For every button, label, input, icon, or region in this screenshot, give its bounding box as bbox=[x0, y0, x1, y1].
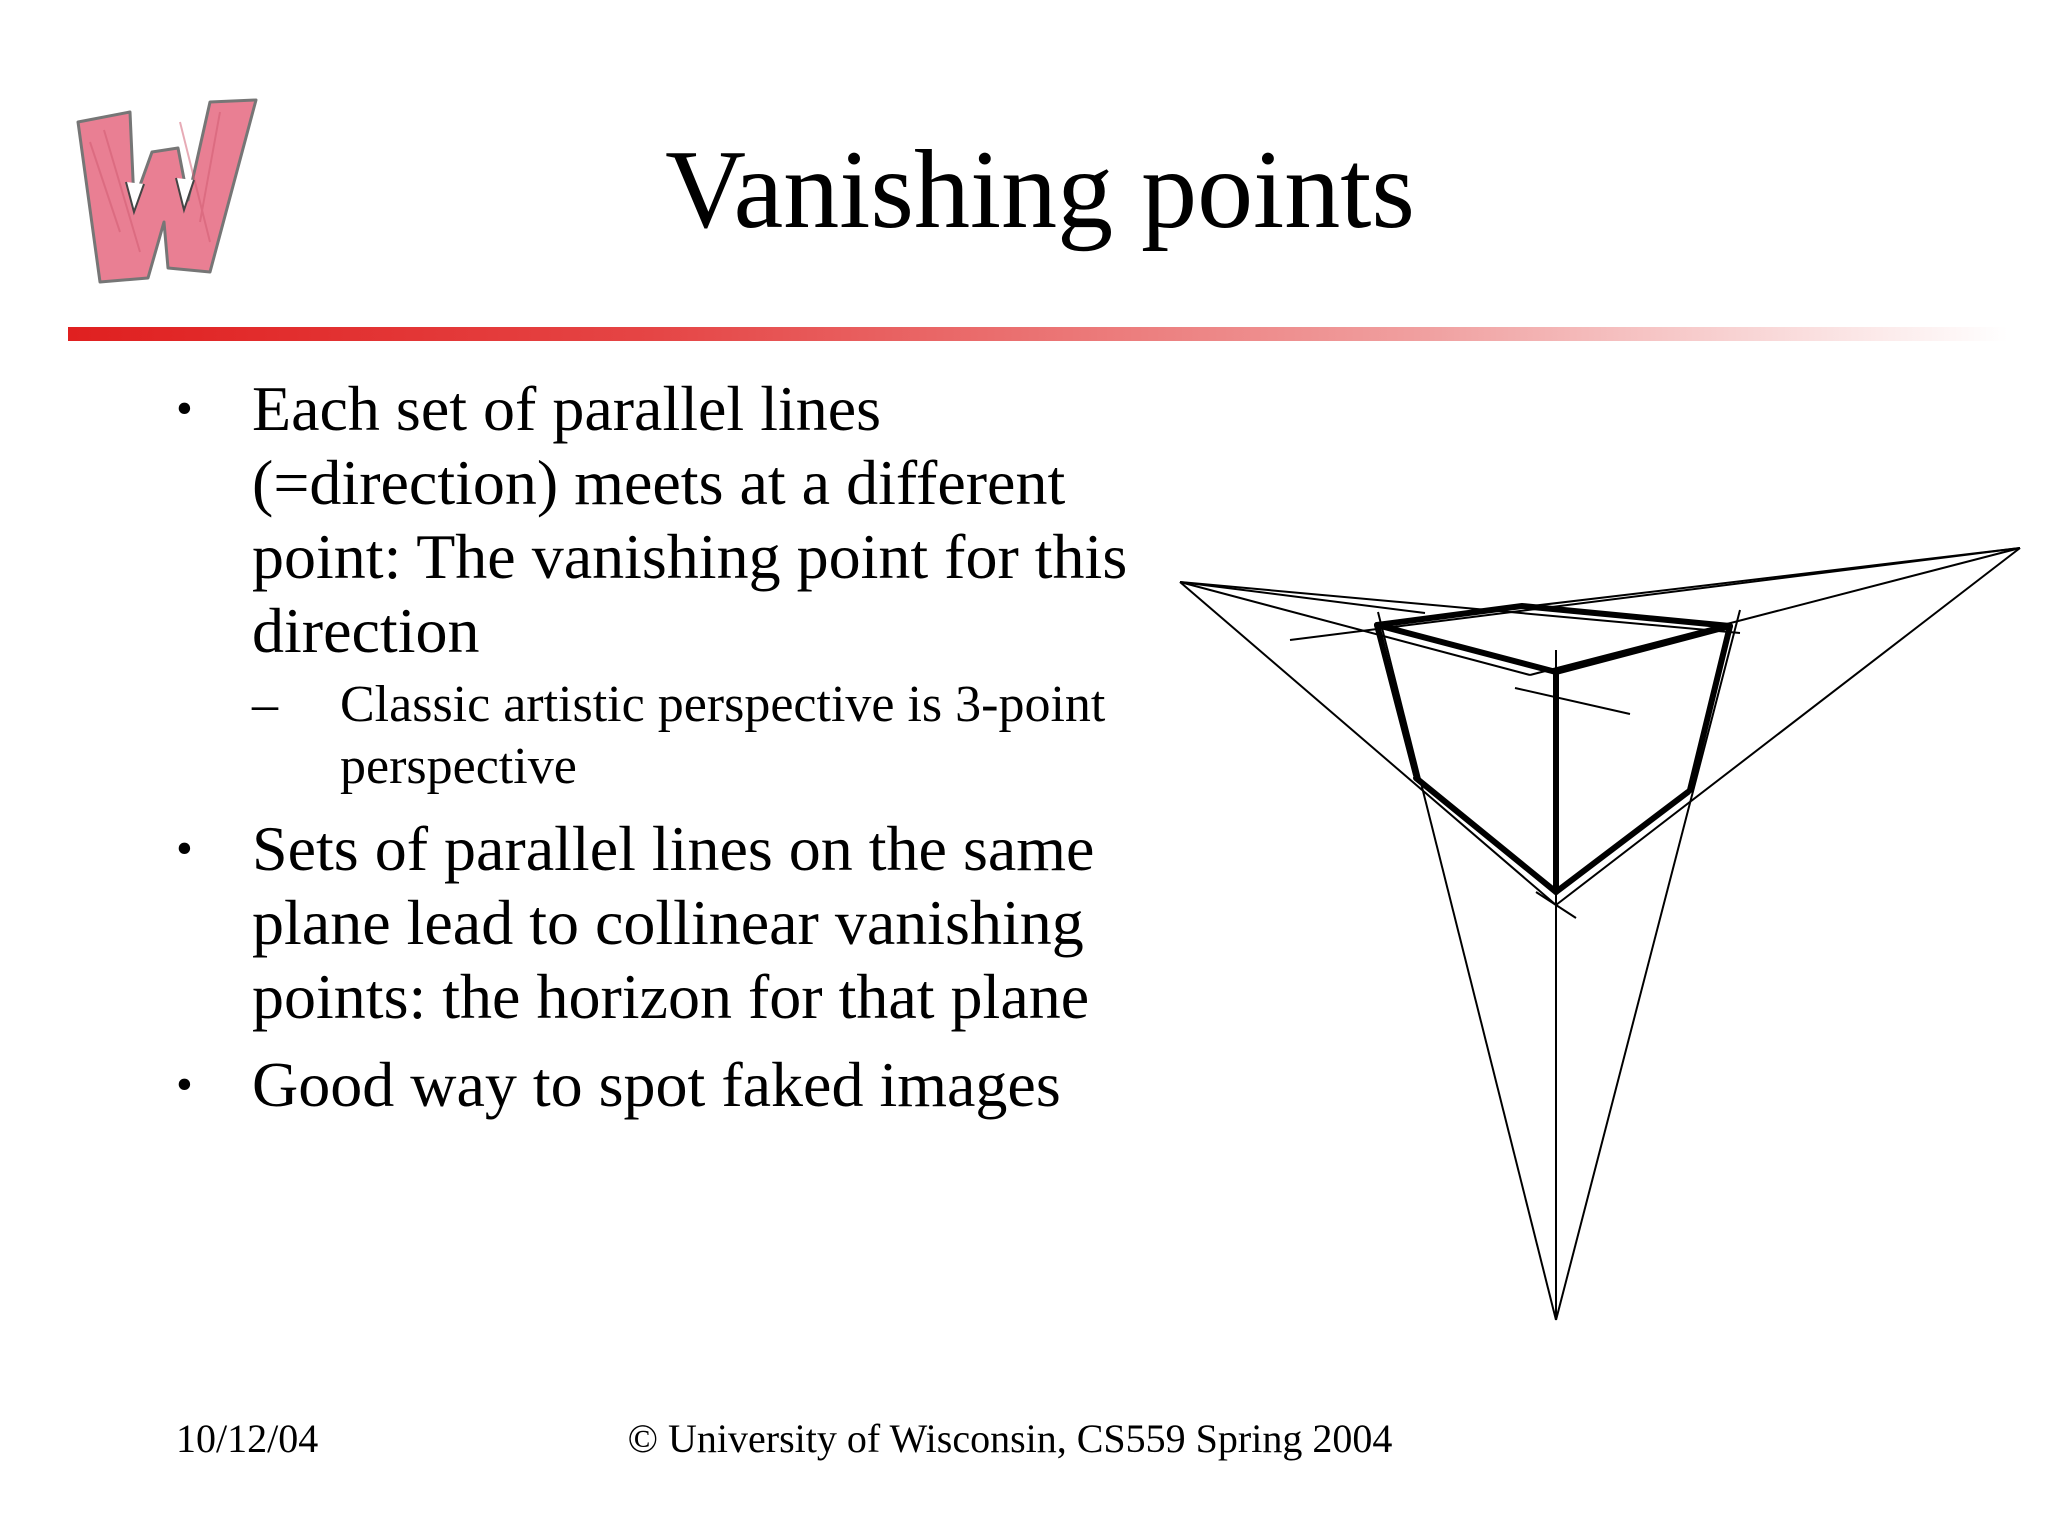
cube-bottom-right-edge bbox=[1556, 792, 1688, 892]
bullet-marker: • bbox=[176, 822, 193, 875]
bottom-vp-ray bbox=[1556, 610, 1740, 1320]
bullet-text: Each set of parallel lines (=direction) meets at a different point: The vanishing point for this direction bbox=[252, 373, 1128, 666]
slide-title: Vanishing points bbox=[665, 128, 1415, 252]
cube-top-right-edge bbox=[1556, 626, 1730, 672]
bullet-item bbox=[170, 812, 1170, 1034]
sub-bullet-marker: – bbox=[252, 676, 278, 733]
tick-mark bbox=[1515, 688, 1630, 714]
cube-top-left-edge bbox=[1377, 625, 1556, 672]
footer-date: 10/12/04 bbox=[176, 1416, 319, 1461]
construction-lines bbox=[1180, 548, 2020, 1320]
bullet-list bbox=[170, 372, 1170, 1136]
sub-bullet-list bbox=[252, 674, 1170, 798]
bullet-item bbox=[170, 1048, 1170, 1122]
w-logo-icon bbox=[60, 82, 270, 292]
bullet-marker: • bbox=[176, 1058, 193, 1111]
cube-bottom-left-edge bbox=[1416, 778, 1556, 892]
sub-bullet-item bbox=[252, 674, 1170, 798]
right-vp-ray bbox=[1556, 548, 2020, 905]
bullet-text: Good way to spot faked images bbox=[252, 1049, 1061, 1120]
bullet-marker: • bbox=[176, 382, 193, 435]
bullet-text: Sets of parallel lines on the same plane lead to collinear vanishing points: the horizon for that plane bbox=[252, 813, 1095, 1032]
sub-bullet-text: Classic artistic perspective is 3-point perspective bbox=[340, 676, 1106, 795]
title-divider bbox=[68, 327, 2008, 341]
cube-left-vertical-edge bbox=[1377, 625, 1416, 775]
university-logo bbox=[60, 82, 270, 292]
left-vp-ray bbox=[1180, 582, 1740, 633]
right-vp-ray bbox=[1515, 548, 2020, 608]
left-vp-ray bbox=[1180, 582, 1530, 675]
left-vp-ray bbox=[1180, 582, 1425, 613]
bottom-vp-ray bbox=[1378, 612, 1556, 1320]
bullet-item bbox=[170, 372, 1170, 798]
footer-copyright: © University of Wisconsin, CS559 Spring 2004 bbox=[627, 1416, 1393, 1461]
cube-right-vertical-edge bbox=[1690, 626, 1730, 790]
three-point-perspective-diagram bbox=[1160, 520, 2040, 1340]
